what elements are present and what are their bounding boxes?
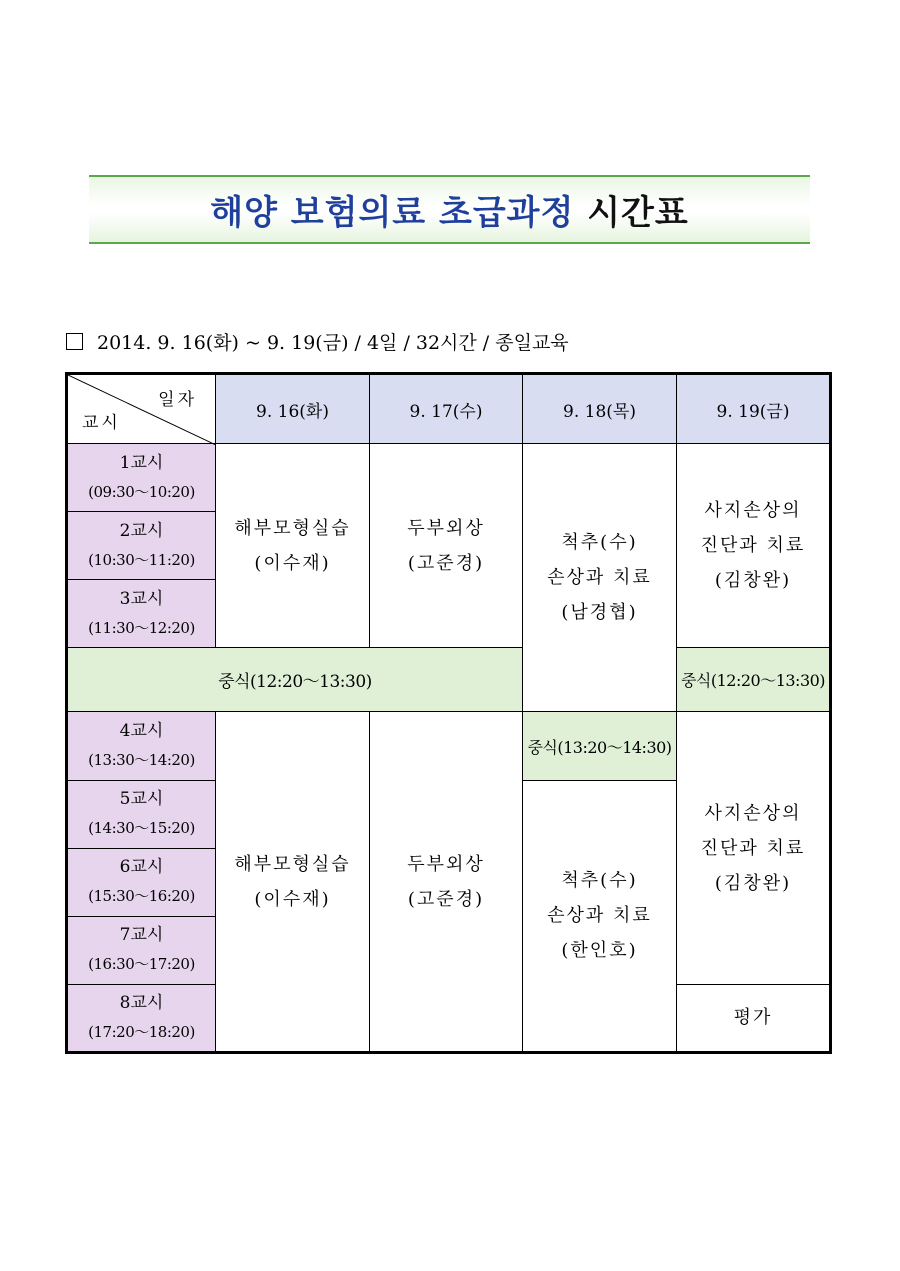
course-cell	[677, 444, 831, 648]
corner-cell	[67, 374, 216, 444]
course-cell	[523, 780, 677, 1052]
course-teacher: (김창완)	[714, 872, 792, 894]
evaluation-cell: 평가	[677, 984, 831, 1052]
course-name: 두부외상	[407, 853, 485, 875]
course-cell	[677, 712, 831, 984]
course-teacher: (고준경)	[407, 552, 485, 574]
course-teacher: (한인호)	[561, 940, 638, 962]
day-header: 9. 17(수)	[370, 374, 523, 444]
course-name: 척추(수)	[561, 870, 638, 892]
course-name: 사지손상의	[704, 802, 802, 824]
period-label: 1교시	[119, 452, 164, 473]
checkbox-icon	[66, 333, 83, 350]
period-label: 3교시	[119, 588, 164, 609]
period-time: (10:30～11:20)	[88, 550, 195, 569]
period-cell	[67, 984, 216, 1052]
course-cell	[216, 712, 370, 1053]
period-label: 2교시	[119, 520, 164, 541]
course-name: 사지손상의	[704, 500, 802, 522]
period-label: 4교시	[119, 721, 164, 742]
header-row	[67, 374, 831, 444]
course-teacher: (이수재)	[254, 552, 331, 574]
corner-label-day: 일자	[158, 390, 197, 410]
lunch-cell: 중식(13:20～14:30)	[523, 712, 677, 780]
course-name: 손상과 치료	[547, 567, 652, 589]
period-cell	[67, 848, 216, 916]
corner-label-period: 교시	[82, 413, 121, 434]
page-title	[210, 185, 689, 234]
day-header: 9. 19(금)	[677, 374, 831, 444]
period-cell	[67, 512, 216, 580]
period-label: 5교시	[119, 789, 164, 810]
course-name: 손상과 치료	[547, 905, 652, 927]
course-teacher: (이수재)	[254, 888, 331, 910]
course-cell	[523, 444, 677, 712]
period-cell	[67, 580, 216, 648]
course-teacher: (고준경)	[407, 888, 485, 910]
course-cell	[370, 712, 523, 1053]
course-cell	[216, 444, 370, 648]
day-header: 9. 18(목)	[523, 374, 677, 444]
period-label: 6교시	[119, 857, 164, 878]
course-name: 두부외상	[407, 517, 485, 539]
course-teacher: (김창완)	[714, 570, 792, 592]
period-cell	[67, 712, 216, 780]
period-time: (11:30～12:20)	[88, 618, 195, 637]
course-name: 진단과 치료	[700, 837, 806, 859]
period-time: (09:30～10:20)	[88, 482, 195, 501]
course-summary	[66, 328, 569, 355]
course-name: 진단과 치료	[700, 535, 806, 557]
lunch-cell: 중식(12:20～13:30)	[67, 648, 523, 712]
period-cell	[67, 780, 216, 848]
day-header: 9. 16(화)	[216, 374, 370, 444]
period-time: (13:30～14:20)	[88, 751, 195, 770]
course-summary-text: 2014. 9. 16(화) ~ 9. 19(금) / 4일 / 32시간 / 종일교육	[97, 332, 569, 354]
course-teacher: (남경협)	[561, 602, 638, 624]
period-label: 8교시	[119, 992, 164, 1013]
lunch-cell: 중식(12:20～13:30)	[677, 648, 831, 712]
course-name: 척추(수)	[561, 532, 638, 554]
period-cell	[67, 916, 216, 984]
period-label: 7교시	[119, 925, 164, 946]
title-main: 해양 보험의료 초급과정	[210, 193, 575, 233]
period-time: (14:30～15:20)	[88, 819, 195, 838]
course-cell	[370, 444, 523, 648]
title-accent: 시간표	[587, 193, 689, 233]
course-name: 해부모형실습	[234, 517, 351, 539]
schedule-table	[65, 372, 832, 1054]
course-name: 해부모형실습	[234, 853, 351, 875]
title-banner	[89, 175, 810, 244]
period-time: (15:30～16:20)	[88, 887, 195, 906]
period-time: (17:20～18:20)	[88, 1022, 195, 1041]
period-time: (16:30～17:20)	[88, 955, 195, 974]
period-cell	[67, 444, 216, 512]
